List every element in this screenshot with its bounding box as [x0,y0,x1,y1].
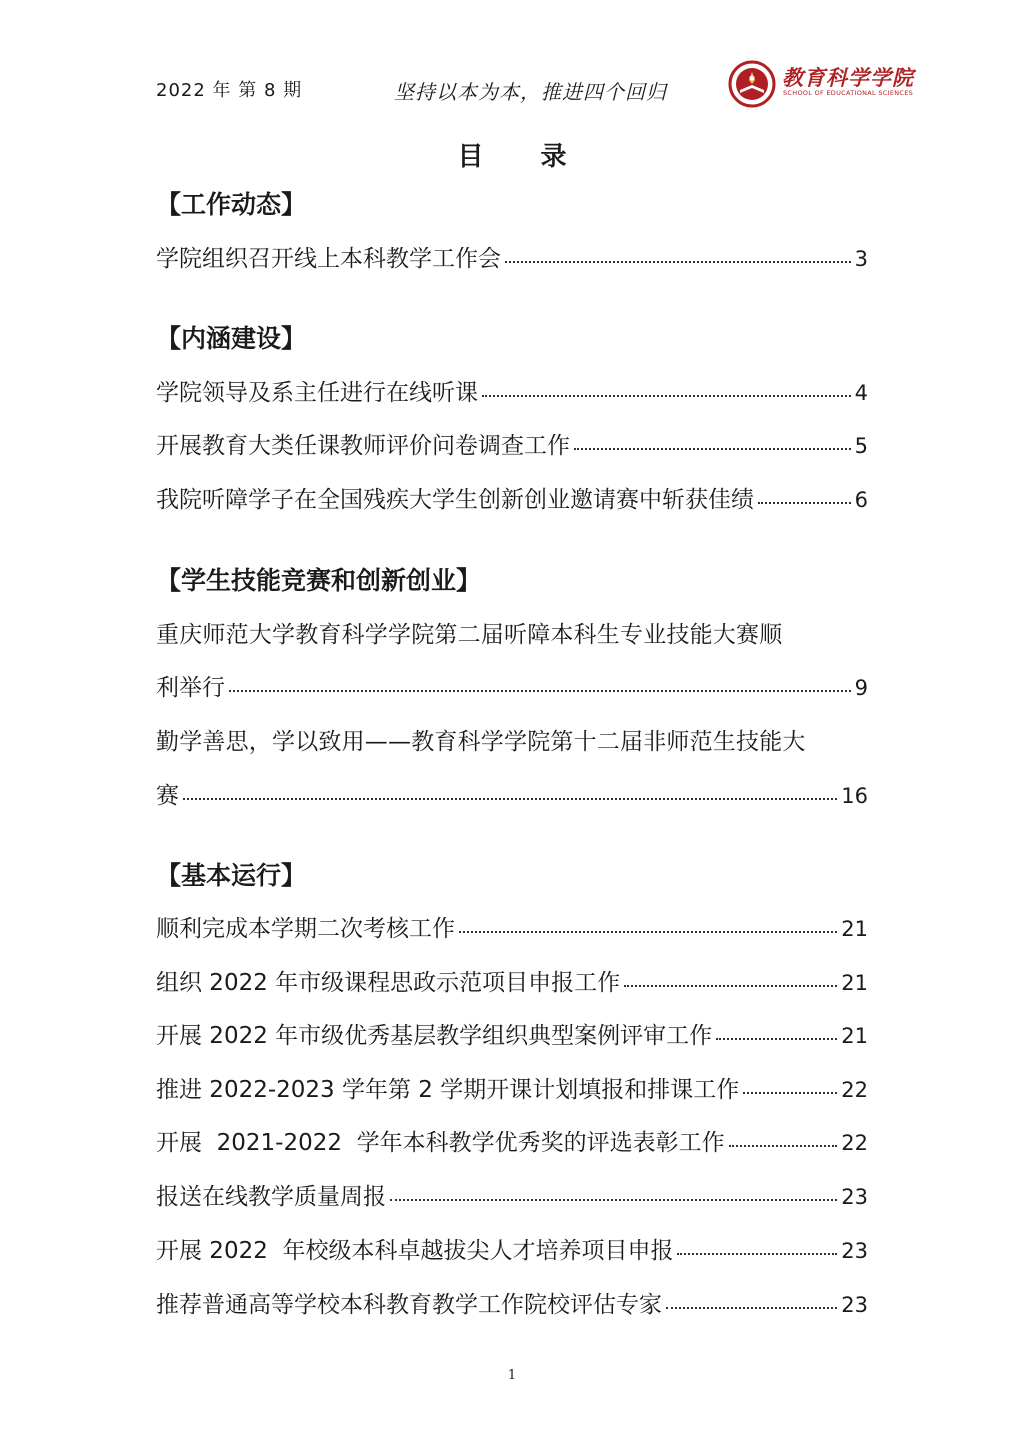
toc-entry[interactable] [156,1021,868,1051]
toc-entry-title: 赛 [156,783,179,809]
toc-entry-title-line1[interactable]: 重庆师范大学教育科学学院第二届听障本科生专业技能大赛顺 [156,622,783,648]
leader-dots [624,985,837,987]
toc-entry[interactable] [156,431,868,461]
section-heading-connotation: 【内涵建设】 [156,324,307,353]
leader-dots [183,798,837,800]
toc-entry-page: 9 [854,676,868,700]
toc-entry[interactable] [156,781,868,811]
college-seal-icon [728,60,776,108]
toc-entry-title: 开展 2022 年校级本科卓越拔尖人才培养项目申报 [156,1238,674,1264]
toc-entry-page: 21 [841,971,868,995]
toc-entry[interactable] [156,485,868,515]
leader-dots [229,690,851,692]
page-header [156,65,914,108]
toc-entry-title: 报送在线教学质量周报 [156,1184,386,1210]
toc-entry[interactable] [156,1236,868,1266]
toc-entry-page: 22 [841,1078,868,1102]
toc-entry-page: 6 [854,488,868,512]
leader-dots [743,1092,837,1094]
leader-dots [482,395,851,397]
section-heading-competitions: 【学生技能竞赛和创新创业】 [156,566,482,595]
toc-entry-title: 开展 2022 年市级优秀基层教学组织典型案例评审工作 [156,1023,713,1049]
toc-entry-page: 5 [854,434,868,458]
leader-dots [505,261,851,263]
toc-entry-page: 23 [841,1239,868,1263]
toc-entry[interactable] [156,914,868,944]
leader-dots [758,502,851,504]
toc-entry[interactable] [156,1182,868,1212]
toc-entry-title: 学院领导及系主任进行在线听课 [156,380,478,406]
toc-entry[interactable] [156,1128,868,1158]
toc-entry-page: 3 [854,247,868,271]
toc-entry-title-line1[interactable]: 勤学善思，学以致用——教育科学学院第十二届非师范生技能大 [156,729,806,755]
toc-entry[interactable] [156,968,868,998]
issue-label: 2022 年 第 8 期 [156,80,303,101]
leader-dots [666,1307,837,1309]
college-logo [728,60,914,108]
section-heading-work-news: 【工作动态】 [156,190,307,219]
college-name: 教育科学学院 [782,65,914,90]
toc-entry-title: 学院组织召开线上本科教学工作会 [156,246,501,272]
toc-entry-page: 21 [841,1024,868,1048]
leader-dots [390,1199,837,1201]
toc-entry-title: 组织 2022 年市级课程思政示范项目申报工作 [156,970,621,996]
toc-entry[interactable] [156,244,868,274]
leader-dots [729,1145,838,1147]
leader-dots [716,1038,837,1040]
toc-entry-title: 推进 2022-2023 学年第 2 学期开课计划填报和排课工作 [156,1077,740,1103]
toc-entry-title: 开展教育大类任课教师评价问卷调查工作 [156,433,570,459]
page-number: 1 [507,1368,517,1383]
toc-entry-page: 4 [854,381,868,405]
toc-entry-page: 23 [841,1185,868,1209]
leader-dots [574,448,851,450]
section-heading-operations: 【基本运行】 [156,861,307,890]
leader-dots [677,1253,837,1255]
toc-entry[interactable] [156,378,868,408]
toc-entry-title: 推荐普通高等学校本科教育教学工作院校评估专家 [156,1292,662,1318]
toc-entry-page: 23 [841,1293,868,1317]
toc-entry-page: 16 [841,784,868,808]
toc-entry[interactable] [156,1290,868,1320]
toc-entry-title: 我院听障学子在全国残疾大学生创新创业邀请赛中斩获佳绩 [156,487,754,513]
toc-entry-page: 21 [841,917,868,941]
leader-dots [459,931,837,933]
page-title: 目 录 [457,142,591,172]
header-motto: 坚持以本为本，推进四个回归 [394,80,667,104]
toc-entry-title: 顺利完成本学期二次考核工作 [156,916,455,942]
college-name-english: SCHOOL OF EDUCATIONAL SCIENCES [783,89,914,97]
toc-entry-title: 开展 2021-2022 学年本科教学优秀奖的评选表彰工作 [156,1130,725,1156]
toc-entry-title: 利举行 [156,675,225,701]
toc-entry[interactable] [156,673,868,703]
toc-entry-page: 22 [841,1131,868,1155]
toc-entry[interactable] [156,1075,868,1105]
